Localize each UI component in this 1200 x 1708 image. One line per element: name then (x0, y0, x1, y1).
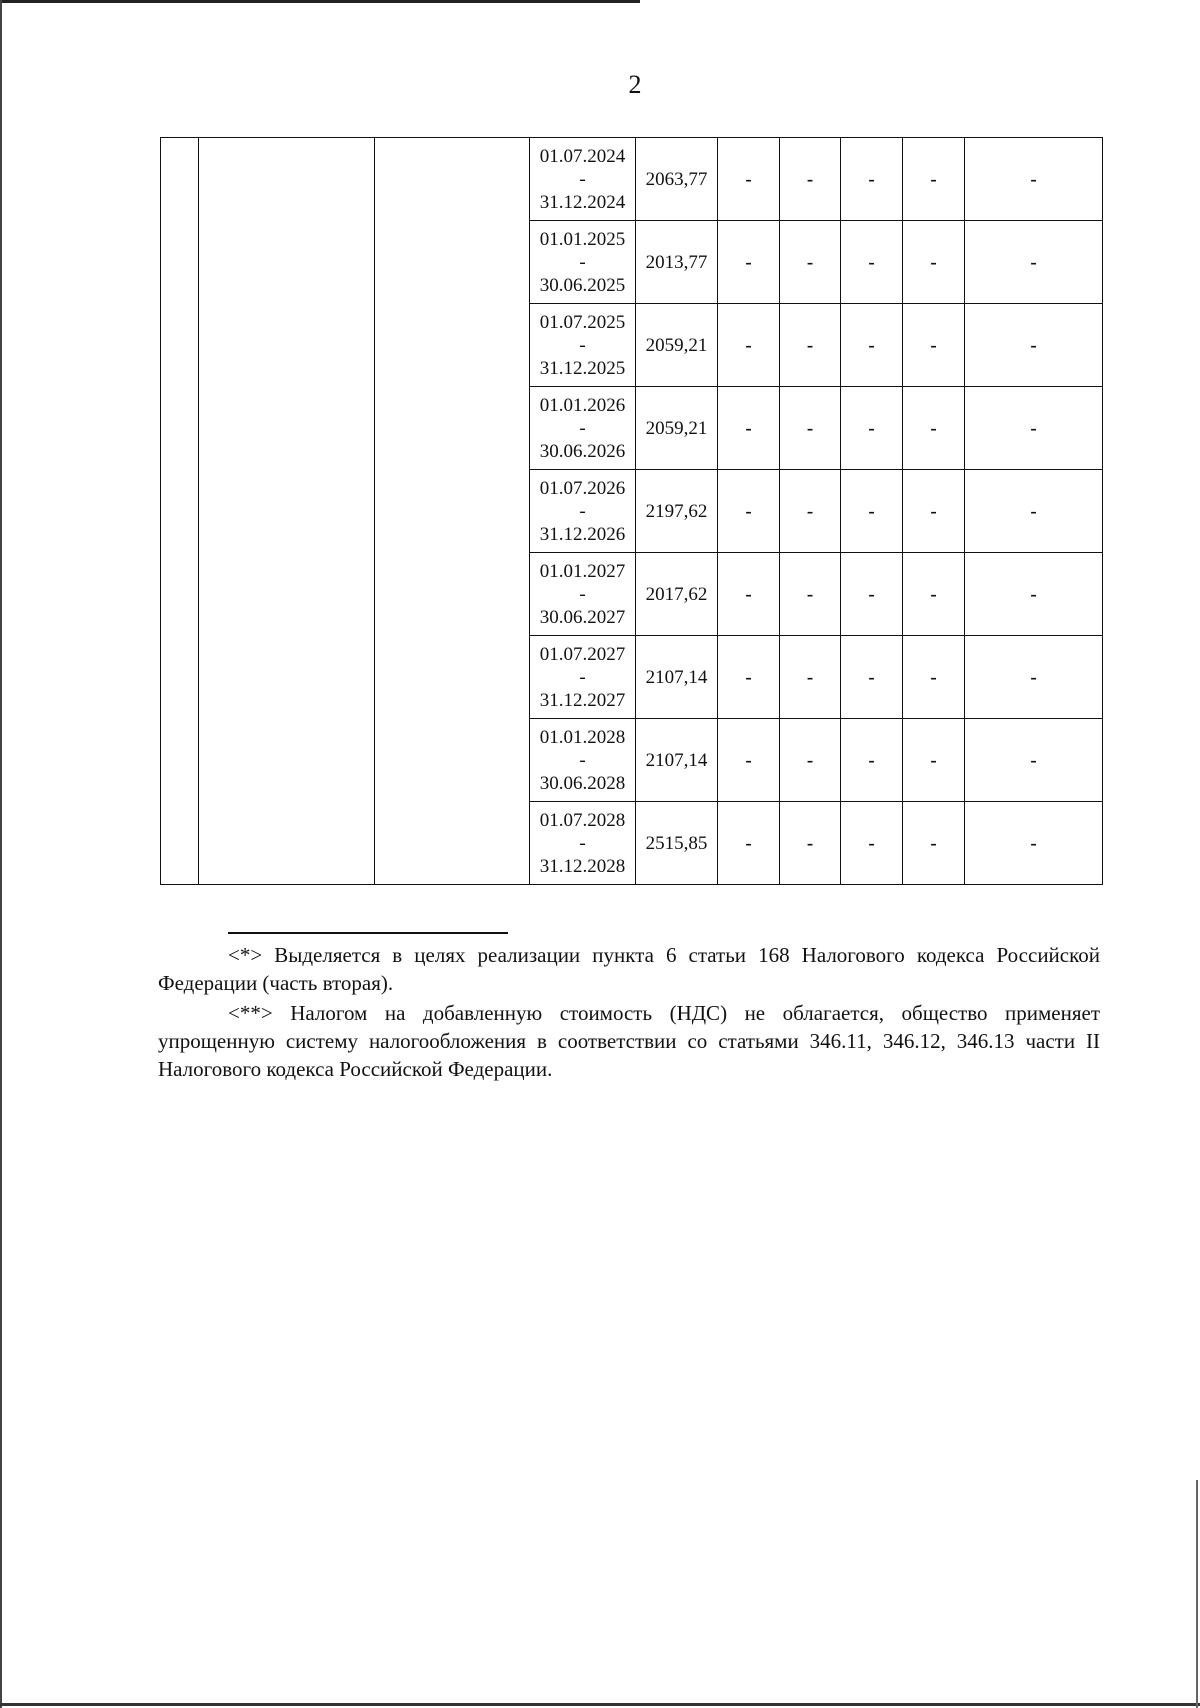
period-end: 31.12.2028 (539, 855, 626, 877)
empty-value-cell: - (718, 304, 780, 387)
empty-value-cell: - (965, 221, 1103, 304)
period-separator: - (579, 251, 586, 273)
scan-edge-left (0, 0, 2, 1708)
empty-value-cell: - (903, 553, 965, 636)
period-end: 31.12.2026 (539, 523, 626, 545)
empty-value-cell: - (780, 221, 841, 304)
tariff-value-cell: 2013,77 (636, 221, 718, 304)
tariff-value-cell: 2059,21 (636, 387, 718, 470)
empty-value-cell: - (780, 553, 841, 636)
empty-value-cell: - (965, 304, 1103, 387)
empty-value-cell: - (965, 387, 1103, 470)
period-cell (530, 802, 636, 885)
tariff-value-cell: 2197,62 (636, 470, 718, 553)
period-end: 31.12.2027 (539, 689, 626, 711)
period-separator: - (579, 749, 586, 771)
empty-value-cell: - (965, 636, 1103, 719)
scan-edge-right (1196, 1480, 1198, 1708)
empty-value-cell: - (903, 636, 965, 719)
scan-edge-bottom (0, 1703, 1200, 1706)
period-start: 01.07.2028 (539, 809, 626, 831)
empty-value-cell: - (841, 719, 903, 802)
period-cell (530, 719, 636, 802)
empty-value-cell: - (903, 719, 965, 802)
period-separator: - (579, 832, 586, 854)
empty-value-cell: - (718, 221, 780, 304)
period-end: 30.06.2026 (539, 440, 626, 462)
period-start: 01.07.2024 (539, 145, 626, 167)
empty-value-cell: - (780, 470, 841, 553)
period-separator: - (579, 583, 586, 605)
period-separator: - (579, 334, 586, 356)
tariff-value-cell: 2107,14 (636, 636, 718, 719)
period-cell (530, 470, 636, 553)
empty-value-cell: - (780, 304, 841, 387)
empty-value-cell: - (718, 636, 780, 719)
tariff-value-cell: 2063,77 (636, 138, 718, 221)
footnote-2: <**> Налогом на добавленную стоимость (НДС) не облагается, общество применяет упрощенную систему налогообложения в соответствии со статьями 346.11, 346.12, 346.13 части II Налогового кодекса Российской Федерации. (158, 1001, 1100, 1081)
period-cell (530, 553, 636, 636)
period-start: 01.07.2026 (539, 477, 626, 499)
tariff-value-cell: 2515,85 (636, 802, 718, 885)
empty-value-cell: - (841, 138, 903, 221)
period-cell (530, 138, 636, 221)
empty-value-cell: - (841, 553, 903, 636)
footnote-1: <*> Выделяется в целях реализации пункта 6 статьи 168 Налогового кодекса Российской Федерации (часть вторая). (158, 943, 1100, 995)
table-col-category (375, 138, 530, 885)
empty-value-cell: - (965, 470, 1103, 553)
empty-value-cell: - (965, 719, 1103, 802)
empty-value-cell: - (841, 221, 903, 304)
empty-value-cell: - (903, 304, 965, 387)
table-body (161, 138, 1103, 885)
period-start: 01.07.2025 (539, 311, 626, 333)
empty-value-cell: - (903, 387, 965, 470)
period-separator: - (579, 500, 586, 522)
period-separator: - (579, 168, 586, 190)
empty-value-cell: - (780, 636, 841, 719)
period-start: 01.01.2028 (539, 726, 626, 748)
empty-value-cell: - (718, 802, 780, 885)
empty-value-cell: - (718, 553, 780, 636)
scan-edge-top (0, 0, 640, 3)
table-row (161, 138, 1103, 221)
empty-value-cell: - (965, 802, 1103, 885)
period-separator: - (579, 417, 586, 439)
tariff-value-cell: 2107,14 (636, 719, 718, 802)
footnote-rule (228, 932, 508, 934)
tariff-value-cell: 2017,62 (636, 553, 718, 636)
table-col-number (161, 138, 199, 885)
period-cell (530, 304, 636, 387)
footnotes (158, 941, 1100, 1085)
empty-value-cell: - (903, 221, 965, 304)
period-end: 30.06.2028 (539, 772, 626, 794)
period-end: 30.06.2027 (539, 606, 626, 628)
period-separator: - (579, 666, 586, 688)
empty-value-cell: - (718, 387, 780, 470)
empty-value-cell: - (903, 138, 965, 221)
period-cell (530, 387, 636, 470)
empty-value-cell: - (718, 719, 780, 802)
tariff-value-cell: 2059,21 (636, 304, 718, 387)
empty-value-cell: - (718, 470, 780, 553)
empty-value-cell: - (841, 636, 903, 719)
empty-value-cell: - (780, 719, 841, 802)
period-end: 31.12.2025 (539, 357, 626, 379)
period-start: 01.01.2026 (539, 394, 626, 416)
period-cell (530, 636, 636, 719)
empty-value-cell: - (841, 802, 903, 885)
period-end: 31.12.2024 (539, 191, 626, 213)
empty-value-cell: - (903, 470, 965, 553)
period-start: 01.07.2027 (539, 643, 626, 665)
empty-value-cell: - (965, 138, 1103, 221)
empty-value-cell: - (965, 553, 1103, 636)
empty-value-cell: - (903, 802, 965, 885)
empty-value-cell: - (841, 470, 903, 553)
empty-value-cell: - (780, 138, 841, 221)
empty-value-cell: - (718, 138, 780, 221)
period-start: 01.01.2025 (539, 228, 626, 250)
empty-value-cell: - (841, 304, 903, 387)
tariff-table (160, 137, 1103, 885)
empty-value-cell: - (780, 802, 841, 885)
period-end: 30.06.2025 (539, 274, 626, 296)
page-number: 2 (628, 70, 642, 99)
table-col-organization (199, 138, 375, 885)
empty-value-cell: - (841, 387, 903, 470)
empty-value-cell: - (780, 387, 841, 470)
period-cell (530, 221, 636, 304)
period-start: 01.01.2027 (539, 560, 626, 582)
